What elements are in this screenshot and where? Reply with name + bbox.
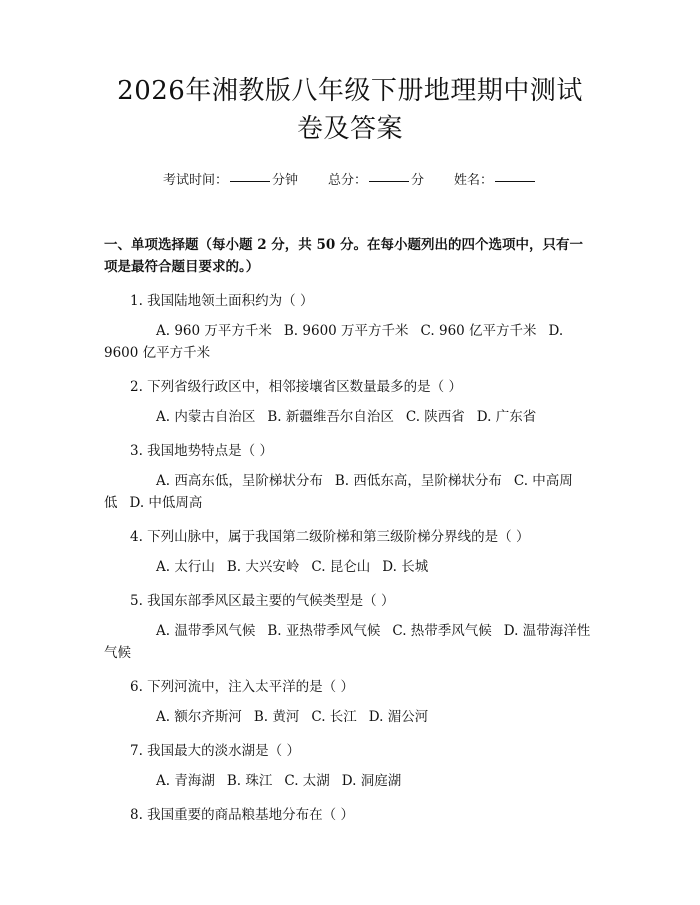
option-c: C. 陕西省 — [405, 409, 465, 425]
exam-time-blank — [230, 181, 270, 182]
option-a: A. 太行山 — [156, 559, 215, 575]
question-options — [104, 620, 596, 664]
option-c: C. 中高周低 — [104, 473, 573, 511]
question-options — [104, 770, 596, 792]
option-c: C. 热带季风气候 — [392, 623, 492, 639]
exam-time-unit: 分钟 — [271, 173, 298, 188]
exam-title: 2026年湘教版八年级下册地理期中测试卷及答案 — [117, 76, 583, 144]
exam-info-line — [104, 172, 596, 190]
option-c: C. 长江 — [311, 709, 357, 725]
student-name-field — [454, 172, 537, 190]
student-name-label: 姓名： — [454, 173, 494, 188]
option-a: A. 额尔齐斯河 — [156, 709, 242, 725]
option-d: D. 9600 亿平方千米 — [104, 323, 564, 361]
option-a: A. 西高东低，呈阶梯状分布 — [156, 473, 323, 489]
section-header: 一、单项选择题（每小题 2 分，共 50 分。在每小题列出的四个选项中，只有一项是最符合题目要求的。） — [104, 237, 583, 275]
option-d: D. 温带海洋性气候 — [104, 623, 591, 661]
question-stem: 2. 下列省级行政区中，相邻接壤省区数量最多的是（ ） — [130, 379, 462, 395]
option-a: A. 960 万平方千米 — [156, 323, 272, 339]
total-score-blank — [369, 181, 409, 182]
exam-time-label: 考试时间： — [162, 173, 228, 188]
option-b: B. 大兴安岭 — [226, 559, 300, 575]
option-d: D. 中低周高 — [129, 495, 203, 511]
option-c: C. 太湖 — [284, 773, 330, 789]
exam-time-field — [163, 172, 298, 190]
question-options — [104, 406, 596, 428]
option-b: B. 9600 万平方千米 — [283, 323, 409, 339]
total-score-unit: 分 — [411, 173, 425, 188]
question-stem: 1. 我国陆地领土面积约为（ ） — [130, 293, 314, 309]
question-stem: 5. 我国东部季风区最主要的气候类型是（ ） — [130, 593, 395, 609]
question-options — [104, 706, 596, 728]
option-a: A. 青海湖 — [156, 773, 215, 789]
total-score-label: 总分： — [327, 173, 367, 188]
question-stem: 8. 我国重要的商品粮基地分布在（ ） — [130, 807, 354, 823]
option-d: D. 洞庭湖 — [341, 773, 402, 789]
question-stem: 4. 下列山脉中，属于我国第二级阶梯和第三级阶梯分界线的是（ ） — [130, 529, 530, 545]
question-options — [104, 470, 596, 514]
question-stem: 7. 我国最大的淡水湖是（ ） — [130, 743, 300, 759]
question-list — [104, 290, 596, 826]
question-options — [104, 320, 596, 364]
option-c: C. 昆仑山 — [311, 559, 371, 575]
option-b: B. 珠江 — [226, 773, 273, 789]
option-b: B. 亚热带季风气候 — [267, 623, 381, 639]
question-stem: 3. 我国地势特点是（ ） — [130, 443, 273, 459]
option-c: C. 960 亿平方千米 — [420, 323, 537, 339]
option-b: B. 黄河 — [253, 709, 300, 725]
question-stem: 6. 下列河流中，注入太平洋的是（ ） — [130, 679, 354, 695]
student-name-blank — [495, 181, 535, 182]
question-options — [104, 556, 596, 578]
option-b: B. 西低东高，呈阶梯状分布 — [334, 473, 502, 489]
total-score-field — [328, 172, 424, 190]
option-d: D. 广东省 — [476, 409, 537, 425]
option-d: D. 湄公河 — [368, 709, 429, 725]
option-a: A. 温带季风气候 — [156, 623, 256, 639]
option-b: B. 新疆维吾尔自治区 — [267, 409, 394, 425]
option-a: A. 内蒙古自治区 — [156, 409, 256, 425]
option-d: D. 长城 — [382, 559, 429, 575]
